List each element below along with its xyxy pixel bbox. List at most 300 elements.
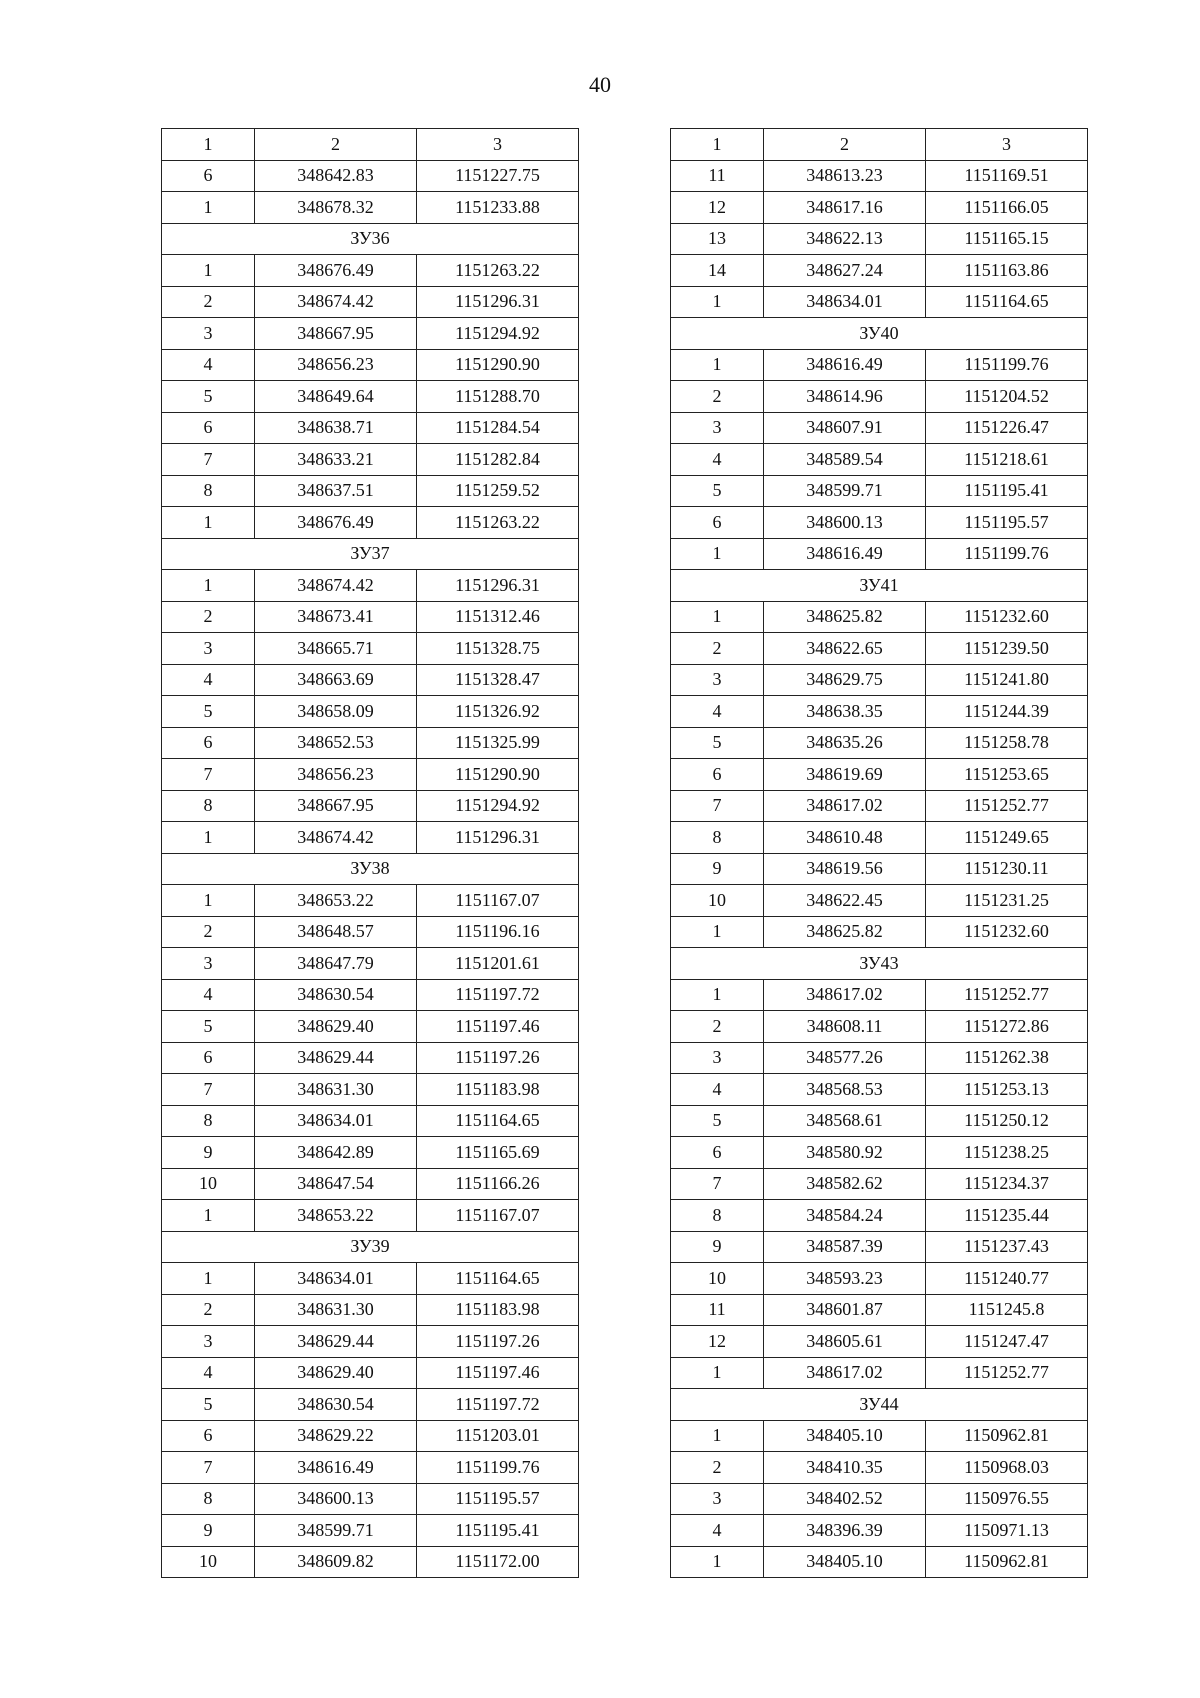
table-row — [162, 633, 579, 665]
point-number-cell: 1 — [162, 885, 255, 917]
x-coordinate-cell: 348676.49 — [255, 255, 417, 287]
point-number-cell: 7 — [162, 1074, 255, 1106]
x-coordinate-cell: 348647.54 — [255, 1168, 417, 1200]
table-row — [162, 1200, 579, 1232]
x-coordinate-cell: 348599.71 — [255, 1515, 417, 1547]
y-coordinate-cell: 1151183.98 — [417, 1294, 579, 1326]
y-coordinate-cell: 1151218.61 — [926, 444, 1088, 476]
x-coordinate-cell: 348619.56 — [764, 853, 926, 885]
table-row — [671, 1357, 1088, 1389]
table-row — [671, 412, 1088, 444]
x-coordinate-cell: 348617.02 — [764, 1357, 926, 1389]
column-header: 3 — [417, 129, 579, 161]
y-coordinate-cell: 1151201.61 — [417, 948, 579, 980]
table-row — [162, 916, 579, 948]
y-coordinate-cell: 1151195.57 — [417, 1483, 579, 1515]
x-coordinate-cell: 348637.51 — [255, 475, 417, 507]
x-coordinate-cell: 348653.22 — [255, 885, 417, 917]
point-number-cell: 2 — [671, 381, 764, 413]
point-number-cell: 5 — [671, 1105, 764, 1137]
page-number: 40 — [589, 72, 611, 97]
point-number-cell: 1 — [671, 286, 764, 318]
x-coordinate-cell: 348676.49 — [255, 507, 417, 539]
point-number-cell: 12 — [671, 1326, 764, 1358]
x-coordinate-cell: 348608.11 — [764, 1011, 926, 1043]
y-coordinate-cell: 1151272.86 — [926, 1011, 1088, 1043]
point-number-cell: 2 — [162, 601, 255, 633]
table-row — [671, 1420, 1088, 1452]
section-row — [671, 318, 1088, 350]
table-row — [162, 1042, 579, 1074]
table-row — [671, 1546, 1088, 1578]
table-row — [162, 570, 579, 602]
point-number-cell: 11 — [671, 160, 764, 192]
x-coordinate-cell: 348593.23 — [764, 1263, 926, 1295]
y-coordinate-cell: 1151164.65 — [417, 1263, 579, 1295]
x-coordinate-cell: 348600.13 — [764, 507, 926, 539]
table-row — [162, 885, 579, 917]
table-row — [671, 1515, 1088, 1547]
point-number-cell: 5 — [671, 727, 764, 759]
section-title: ЗУ38 — [162, 853, 579, 885]
point-number-cell: 7 — [162, 759, 255, 791]
point-number-cell: 1 — [162, 255, 255, 287]
table-row — [671, 633, 1088, 665]
table-row — [162, 1483, 579, 1515]
y-coordinate-cell: 1150968.03 — [926, 1452, 1088, 1484]
table-row — [162, 1105, 579, 1137]
column-header: 3 — [926, 129, 1088, 161]
table-row — [162, 475, 579, 507]
y-coordinate-cell: 1151232.60 — [926, 601, 1088, 633]
table-row — [671, 223, 1088, 255]
y-coordinate-cell: 1151197.26 — [417, 1042, 579, 1074]
section-title: ЗУ37 — [162, 538, 579, 570]
point-number-cell: 8 — [162, 475, 255, 507]
point-number-cell: 10 — [162, 1168, 255, 1200]
y-coordinate-cell: 1151244.39 — [926, 696, 1088, 728]
y-coordinate-cell: 1151312.46 — [417, 601, 579, 633]
table-row — [671, 885, 1088, 917]
table-row — [671, 192, 1088, 224]
x-coordinate-cell: 348633.21 — [255, 444, 417, 476]
y-coordinate-cell: 1151203.01 — [417, 1420, 579, 1452]
point-number-cell: 9 — [671, 853, 764, 885]
x-coordinate-cell: 348577.26 — [764, 1042, 926, 1074]
point-number-cell: 12 — [671, 192, 764, 224]
x-coordinate-cell: 348625.82 — [764, 601, 926, 633]
x-coordinate-cell: 348627.24 — [764, 255, 926, 287]
y-coordinate-cell: 1151197.46 — [417, 1357, 579, 1389]
point-number-cell: 6 — [162, 1042, 255, 1074]
table-row — [162, 286, 579, 318]
table-row — [162, 381, 579, 413]
y-coordinate-cell: 1151233.88 — [417, 192, 579, 224]
point-number-cell: 1 — [162, 1263, 255, 1295]
point-number-cell: 6 — [162, 727, 255, 759]
y-coordinate-cell: 1151164.65 — [926, 286, 1088, 318]
x-coordinate-cell: 348667.95 — [255, 318, 417, 350]
point-number-cell: 3 — [671, 412, 764, 444]
y-coordinate-cell: 1151197.46 — [417, 1011, 579, 1043]
y-coordinate-cell: 1151284.54 — [417, 412, 579, 444]
x-coordinate-cell: 348642.89 — [255, 1137, 417, 1169]
table-row — [162, 507, 579, 539]
point-number-cell: 6 — [162, 160, 255, 192]
x-coordinate-cell: 348587.39 — [764, 1231, 926, 1263]
point-number-cell: 8 — [162, 1105, 255, 1137]
y-coordinate-cell: 1151230.11 — [926, 853, 1088, 885]
point-number-cell: 1 — [671, 916, 764, 948]
table-row — [671, 727, 1088, 759]
y-coordinate-cell: 1150962.81 — [926, 1420, 1088, 1452]
point-number-cell: 10 — [671, 885, 764, 917]
point-number-cell: 1 — [671, 1420, 764, 1452]
table-row — [162, 1294, 579, 1326]
table-header-row — [162, 129, 579, 161]
point-number-cell: 5 — [671, 475, 764, 507]
x-coordinate-cell: 348410.35 — [764, 1452, 926, 1484]
table-row — [162, 1137, 579, 1169]
x-coordinate-cell: 348610.48 — [764, 822, 926, 854]
x-coordinate-cell: 348638.71 — [255, 412, 417, 444]
y-coordinate-cell: 1151227.75 — [417, 160, 579, 192]
table-row — [162, 727, 579, 759]
x-coordinate-cell: 348605.61 — [764, 1326, 926, 1358]
y-coordinate-cell: 1151172.00 — [417, 1546, 579, 1578]
point-number-cell: 4 — [162, 1357, 255, 1389]
x-coordinate-cell: 348568.53 — [764, 1074, 926, 1106]
point-number-cell: 3 — [162, 633, 255, 665]
point-number-cell: 4 — [162, 664, 255, 696]
table-row — [671, 916, 1088, 948]
section-row — [162, 853, 579, 885]
table-row — [671, 160, 1088, 192]
point-number-cell: 3 — [162, 948, 255, 980]
table-row — [162, 1011, 579, 1043]
section-row — [671, 1389, 1088, 1421]
y-coordinate-cell: 1150976.55 — [926, 1483, 1088, 1515]
x-coordinate-cell: 348582.62 — [764, 1168, 926, 1200]
section-title: ЗУ41 — [671, 570, 1088, 602]
y-coordinate-cell: 1151290.90 — [417, 759, 579, 791]
y-coordinate-cell: 1151245.8 — [926, 1294, 1088, 1326]
point-number-cell: 9 — [162, 1137, 255, 1169]
section-title: ЗУ39 — [162, 1231, 579, 1263]
y-coordinate-cell: 1151238.25 — [926, 1137, 1088, 1169]
x-coordinate-cell: 348609.82 — [255, 1546, 417, 1578]
table-row — [671, 1011, 1088, 1043]
x-coordinate-cell: 348617.02 — [764, 979, 926, 1011]
point-number-cell: 6 — [162, 412, 255, 444]
x-coordinate-cell: 348622.65 — [764, 633, 926, 665]
point-number-cell: 2 — [162, 916, 255, 948]
x-coordinate-cell: 348629.75 — [764, 664, 926, 696]
y-coordinate-cell: 1151231.25 — [926, 885, 1088, 917]
point-number-cell: 6 — [162, 1420, 255, 1452]
point-number-cell: 5 — [162, 1389, 255, 1421]
x-coordinate-cell: 348665.71 — [255, 633, 417, 665]
table-row — [671, 538, 1088, 570]
y-coordinate-cell: 1151294.92 — [417, 790, 579, 822]
point-number-cell: 8 — [671, 822, 764, 854]
point-number-cell: 1 — [671, 538, 764, 570]
point-number-cell: 3 — [671, 1483, 764, 1515]
point-number-cell: 14 — [671, 255, 764, 287]
column-header: 2 — [764, 129, 926, 161]
table-row — [671, 286, 1088, 318]
y-coordinate-cell: 1151183.98 — [417, 1074, 579, 1106]
point-number-cell: 1 — [671, 1357, 764, 1389]
table-row — [162, 1515, 579, 1547]
section-row — [671, 948, 1088, 980]
y-coordinate-cell: 1151166.05 — [926, 192, 1088, 224]
y-coordinate-cell: 1151163.86 — [926, 255, 1088, 287]
y-coordinate-cell: 1151259.52 — [417, 475, 579, 507]
x-coordinate-cell: 348619.69 — [764, 759, 926, 791]
x-coordinate-cell: 348652.53 — [255, 727, 417, 759]
point-number-cell: 2 — [671, 633, 764, 665]
y-coordinate-cell: 1151262.38 — [926, 1042, 1088, 1074]
y-coordinate-cell: 1151252.77 — [926, 1357, 1088, 1389]
point-number-cell: 8 — [162, 790, 255, 822]
table-row — [671, 979, 1088, 1011]
table-row — [162, 948, 579, 980]
point-number-cell: 2 — [162, 1294, 255, 1326]
table-row — [162, 979, 579, 1011]
section-title: ЗУ36 — [162, 223, 579, 255]
x-coordinate-cell: 348674.42 — [255, 570, 417, 602]
point-number-cell: 4 — [671, 444, 764, 476]
y-coordinate-cell: 1151296.31 — [417, 570, 579, 602]
point-number-cell: 1 — [162, 1200, 255, 1232]
x-coordinate-cell: 348663.69 — [255, 664, 417, 696]
point-number-cell: 6 — [671, 1137, 764, 1169]
table-row — [162, 1452, 579, 1484]
x-coordinate-cell: 348656.23 — [255, 759, 417, 791]
point-number-cell: 4 — [162, 979, 255, 1011]
point-number-cell: 1 — [162, 507, 255, 539]
x-coordinate-cell: 348589.54 — [764, 444, 926, 476]
point-number-cell: 8 — [162, 1483, 255, 1515]
point-number-cell: 4 — [671, 696, 764, 728]
table-row — [162, 1420, 579, 1452]
point-number-cell: 9 — [162, 1515, 255, 1547]
point-number-cell: 1 — [671, 601, 764, 633]
y-coordinate-cell: 1151196.16 — [417, 916, 579, 948]
y-coordinate-cell: 1151197.72 — [417, 979, 579, 1011]
table-row — [671, 696, 1088, 728]
y-coordinate-cell: 1151169.51 — [926, 160, 1088, 192]
table-row — [671, 1294, 1088, 1326]
y-coordinate-cell: 1151199.76 — [417, 1452, 579, 1484]
y-coordinate-cell: 1151249.65 — [926, 822, 1088, 854]
y-coordinate-cell: 1151328.47 — [417, 664, 579, 696]
x-coordinate-cell: 348629.22 — [255, 1420, 417, 1452]
table-row — [162, 349, 579, 381]
table-row — [671, 790, 1088, 822]
x-coordinate-cell: 348630.54 — [255, 979, 417, 1011]
point-number-cell: 3 — [162, 318, 255, 350]
x-coordinate-cell: 348638.35 — [764, 696, 926, 728]
point-number-cell: 3 — [671, 664, 764, 696]
x-coordinate-cell: 348622.13 — [764, 223, 926, 255]
y-coordinate-cell: 1151195.41 — [926, 475, 1088, 507]
x-coordinate-cell: 348625.82 — [764, 916, 926, 948]
table-row — [671, 1074, 1088, 1106]
point-number-cell: 3 — [162, 1326, 255, 1358]
y-coordinate-cell: 1150962.81 — [926, 1546, 1088, 1578]
y-coordinate-cell: 1151290.90 — [417, 349, 579, 381]
point-number-cell: 2 — [162, 286, 255, 318]
x-coordinate-cell: 348614.96 — [764, 381, 926, 413]
y-coordinate-cell: 1151204.52 — [926, 381, 1088, 413]
table-row — [671, 255, 1088, 287]
column-header: 2 — [255, 129, 417, 161]
point-number-cell: 13 — [671, 223, 764, 255]
table-row — [671, 853, 1088, 885]
y-coordinate-cell: 1151240.77 — [926, 1263, 1088, 1295]
x-coordinate-cell: 348402.52 — [764, 1483, 926, 1515]
x-coordinate-cell: 348648.57 — [255, 916, 417, 948]
point-number-cell: 10 — [671, 1263, 764, 1295]
y-coordinate-cell: 1151195.41 — [417, 1515, 579, 1547]
table-header-row — [671, 129, 1088, 161]
table-row — [162, 1074, 579, 1106]
x-coordinate-cell: 348607.91 — [764, 412, 926, 444]
x-coordinate-cell: 348656.23 — [255, 349, 417, 381]
y-coordinate-cell: 1151226.47 — [926, 412, 1088, 444]
y-coordinate-cell: 1151247.47 — [926, 1326, 1088, 1358]
x-coordinate-cell: 348678.32 — [255, 192, 417, 224]
x-coordinate-cell: 348649.64 — [255, 381, 417, 413]
y-coordinate-cell: 1151296.31 — [417, 286, 579, 318]
point-number-cell: 7 — [671, 1168, 764, 1200]
table-row — [162, 1546, 579, 1578]
x-coordinate-cell: 348617.02 — [764, 790, 926, 822]
y-coordinate-cell: 1151288.70 — [417, 381, 579, 413]
table-row — [671, 1200, 1088, 1232]
y-coordinate-cell: 1151325.99 — [417, 727, 579, 759]
table-row — [671, 601, 1088, 633]
y-coordinate-cell: 1151167.07 — [417, 885, 579, 917]
x-coordinate-cell: 348616.49 — [764, 538, 926, 570]
y-coordinate-cell: 1151294.92 — [417, 318, 579, 350]
y-coordinate-cell: 1151235.44 — [926, 1200, 1088, 1232]
x-coordinate-cell: 348601.87 — [764, 1294, 926, 1326]
table-row — [671, 475, 1088, 507]
y-coordinate-cell: 1151258.78 — [926, 727, 1088, 759]
y-coordinate-cell: 1151253.65 — [926, 759, 1088, 791]
y-coordinate-cell: 1151234.37 — [926, 1168, 1088, 1200]
table-row — [162, 1389, 579, 1421]
x-coordinate-cell: 348568.61 — [764, 1105, 926, 1137]
point-number-cell: 4 — [671, 1074, 764, 1106]
x-coordinate-cell: 348617.16 — [764, 192, 926, 224]
table-row — [671, 1042, 1088, 1074]
y-coordinate-cell: 1151296.31 — [417, 822, 579, 854]
table-row — [162, 759, 579, 791]
table-body — [162, 129, 579, 1578]
table-row — [162, 822, 579, 854]
section-row — [162, 223, 579, 255]
table-row — [671, 822, 1088, 854]
y-coordinate-cell: 1151252.77 — [926, 790, 1088, 822]
x-coordinate-cell: 348629.40 — [255, 1357, 417, 1389]
coordinates-table-left — [161, 128, 579, 1578]
point-number-cell: 5 — [162, 1011, 255, 1043]
section-title: ЗУ43 — [671, 948, 1088, 980]
point-number-cell: 7 — [162, 1452, 255, 1484]
point-number-cell: 2 — [671, 1011, 764, 1043]
y-coordinate-cell: 1151167.07 — [417, 1200, 579, 1232]
point-number-cell: 1 — [162, 822, 255, 854]
point-number-cell: 7 — [162, 444, 255, 476]
table-row — [671, 1326, 1088, 1358]
y-coordinate-cell: 1151232.60 — [926, 916, 1088, 948]
table-row — [671, 1483, 1088, 1515]
x-coordinate-cell: 348396.39 — [764, 1515, 926, 1547]
x-coordinate-cell: 348647.79 — [255, 948, 417, 980]
y-coordinate-cell: 1151252.77 — [926, 979, 1088, 1011]
x-coordinate-cell: 348584.24 — [764, 1200, 926, 1232]
y-coordinate-cell: 1151250.12 — [926, 1105, 1088, 1137]
y-coordinate-cell: 1151195.57 — [926, 507, 1088, 539]
x-coordinate-cell: 348635.26 — [764, 727, 926, 759]
table-row — [162, 601, 579, 633]
x-coordinate-cell: 348631.30 — [255, 1074, 417, 1106]
point-number-cell: 4 — [671, 1515, 764, 1547]
column-header: 1 — [162, 129, 255, 161]
table-row — [671, 1168, 1088, 1200]
x-coordinate-cell: 348642.83 — [255, 160, 417, 192]
x-coordinate-cell: 348629.44 — [255, 1326, 417, 1358]
x-coordinate-cell: 348653.22 — [255, 1200, 417, 1232]
point-number-cell: 1 — [671, 979, 764, 1011]
point-number-cell: 8 — [671, 1200, 764, 1232]
column-header: 1 — [671, 129, 764, 161]
table-row — [162, 1326, 579, 1358]
x-coordinate-cell: 348616.49 — [255, 1452, 417, 1484]
x-coordinate-cell: 348631.30 — [255, 1294, 417, 1326]
table-row — [162, 1263, 579, 1295]
x-coordinate-cell: 348634.01 — [255, 1263, 417, 1295]
table-row — [671, 444, 1088, 476]
table-row — [671, 349, 1088, 381]
table-row — [162, 664, 579, 696]
table-row — [162, 192, 579, 224]
x-coordinate-cell: 348674.42 — [255, 822, 417, 854]
table-row — [162, 1357, 579, 1389]
point-number-cell: 9 — [671, 1231, 764, 1263]
y-coordinate-cell: 1151199.76 — [926, 349, 1088, 381]
y-coordinate-cell: 1151263.22 — [417, 255, 579, 287]
x-coordinate-cell: 348600.13 — [255, 1483, 417, 1515]
table-row — [162, 1168, 579, 1200]
x-coordinate-cell: 348673.41 — [255, 601, 417, 633]
table-row — [162, 160, 579, 192]
point-number-cell: 6 — [671, 759, 764, 791]
y-coordinate-cell: 1151326.92 — [417, 696, 579, 728]
table-row — [671, 1452, 1088, 1484]
y-coordinate-cell: 1151328.75 — [417, 633, 579, 665]
x-coordinate-cell: 348629.40 — [255, 1011, 417, 1043]
table-row — [162, 255, 579, 287]
point-number-cell: 3 — [671, 1042, 764, 1074]
x-coordinate-cell: 348622.45 — [764, 885, 926, 917]
x-coordinate-cell: 348667.95 — [255, 790, 417, 822]
table-row — [162, 696, 579, 728]
